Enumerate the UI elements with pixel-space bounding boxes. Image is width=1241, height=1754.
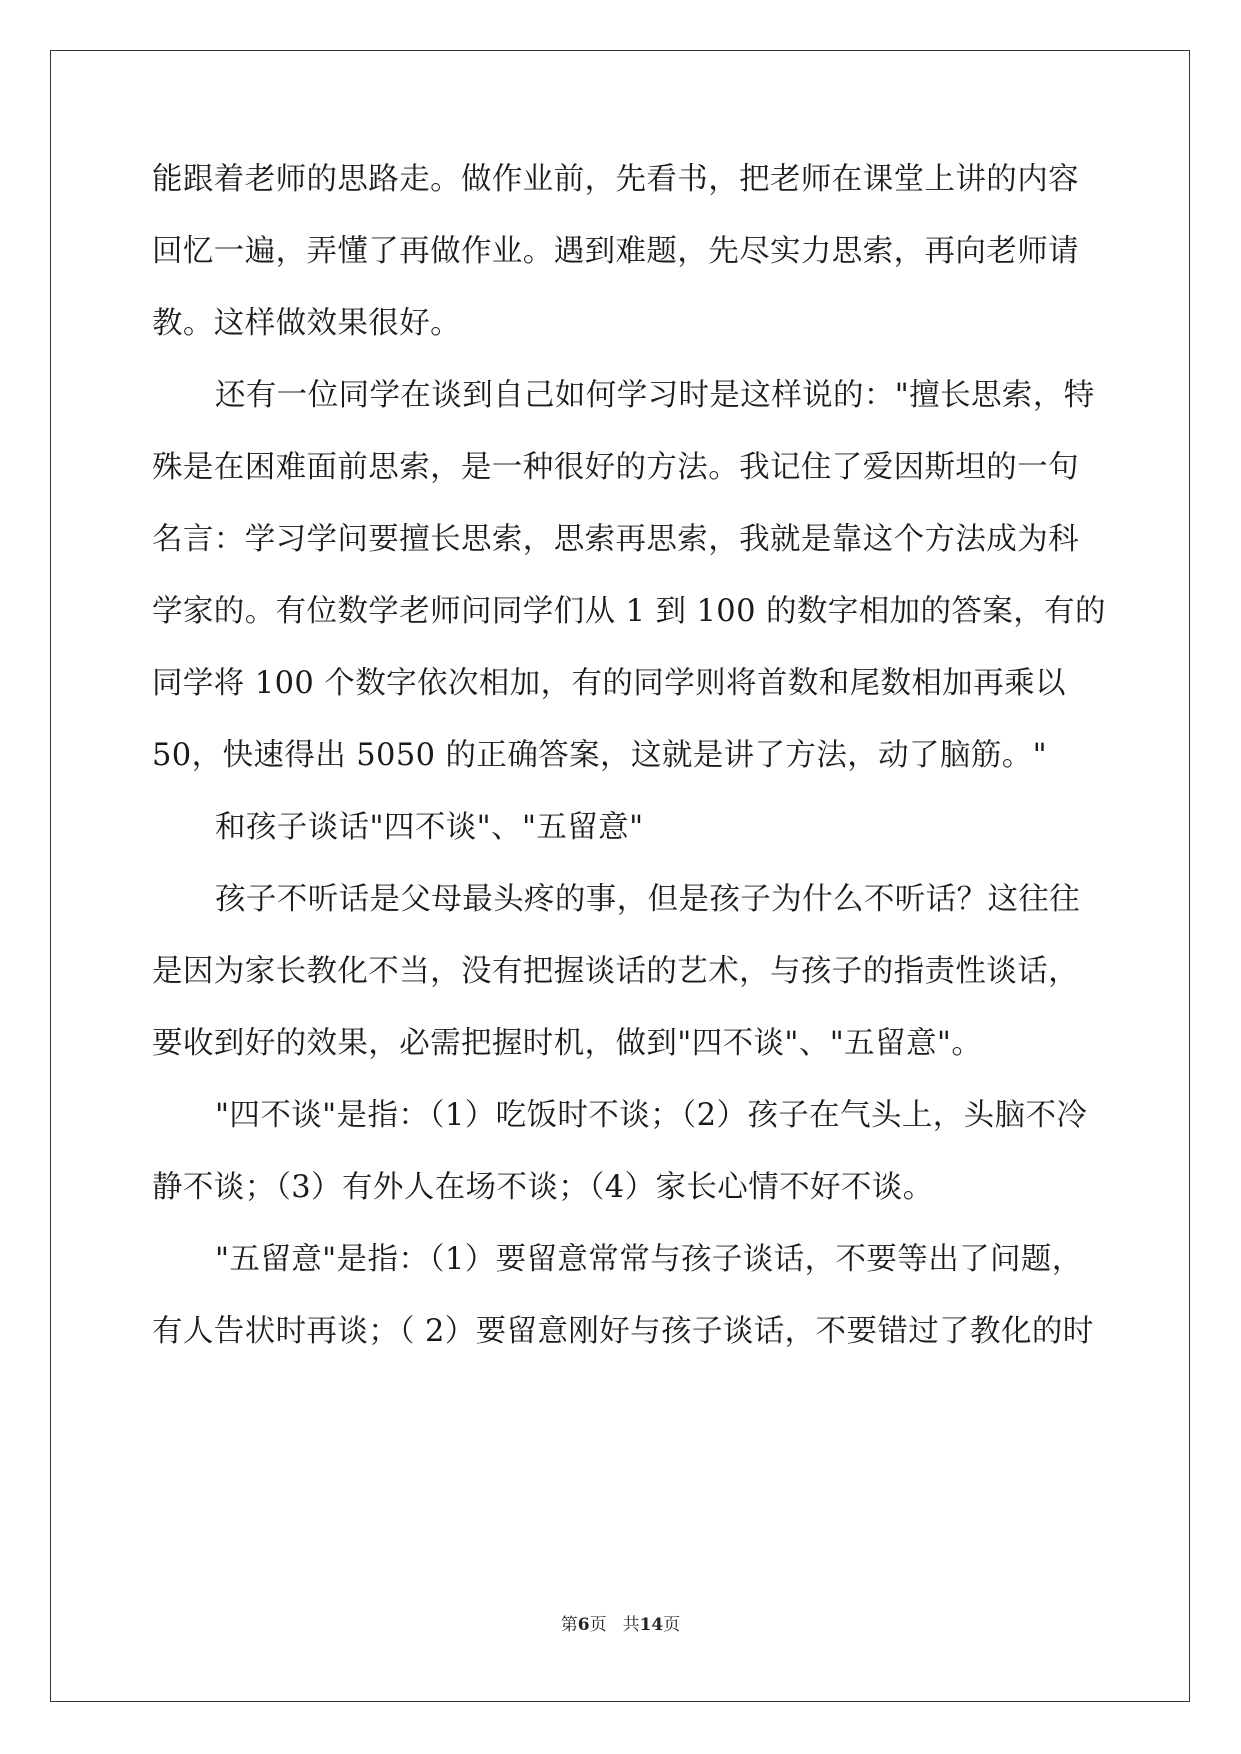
footer-prefix: 第: [560, 1615, 578, 1635]
text-line-15: 静不谈；（3）有外人在场不谈；（4）家长心情不好不谈。: [152, 1170, 934, 1205]
page-footer: [0, 1610, 1241, 1635]
text-line-7: 学家的。有位数学老师问同学们从 1 到 100 的数字相加的答案，有的: [152, 594, 1106, 629]
text-line-12: 是因为家长教化不当，没有把握谈话的艺术，与孩子的指责性谈话，: [152, 954, 1079, 989]
text-line-14: "四不谈"是指：（1）吃饭时不谈；（2）孩子在气头上，头脑不冷: [215, 1098, 1088, 1133]
text-line-4: 还有一位同学在谈到自己如何学习时是这样说的："擅长思索，特: [215, 378, 1095, 413]
text-line-8: 同学将 100 个数字依次相加，有的同学则将首数和尾数相加再乘以: [152, 666, 1066, 701]
text-line-1: 能跟着老师的思路走。做作业前，先看书，把老师在课堂上讲的内容: [152, 162, 1079, 197]
text-line-9: 50，快速得出 5050 的正确答案，这就是讲了方法，动了脑筋。": [152, 738, 1048, 773]
footer-total-prefix: 共: [622, 1615, 640, 1635]
page-border: [50, 50, 1190, 1702]
text-line-3: 教。这样做效果很好。: [152, 306, 461, 341]
text-line-17: 有人告状时再谈；（ 2）要留意刚好与孩子谈话，不要错过了教化的时: [152, 1314, 1094, 1349]
text-line-16: "五留意"是指：（1）要留意常常与孩子谈话，不要等出了问题，: [215, 1242, 1083, 1277]
footer-page-number: 6: [577, 1615, 590, 1635]
text-line-2: 回忆一遍，弄懂了再做作业。遇到难题，先尽实力思索，再向老师请: [152, 234, 1079, 269]
text-line-5: 殊是在困难面前思索，是一种很好的方法。我记住了爱因斯坦的一句: [152, 450, 1079, 485]
text-line-6: 名言：学习学问要擅长思索，思索再思索，我就是靠这个方法成为科: [152, 522, 1079, 557]
text-line-11: 孩子不听话是父母最头疼的事，但是孩子为什么不听话？这往往: [215, 882, 1081, 917]
footer-page-suffix: 页: [589, 1615, 607, 1635]
text-line-13: 要收到好的效果，必需把握时机，做到"四不谈"、"五留意"。: [152, 1026, 983, 1061]
section-heading: 和孩子谈话"四不谈"、"五留意": [215, 810, 644, 845]
footer-total-suffix: 页: [663, 1615, 681, 1635]
footer-total-pages: 14: [639, 1615, 664, 1635]
